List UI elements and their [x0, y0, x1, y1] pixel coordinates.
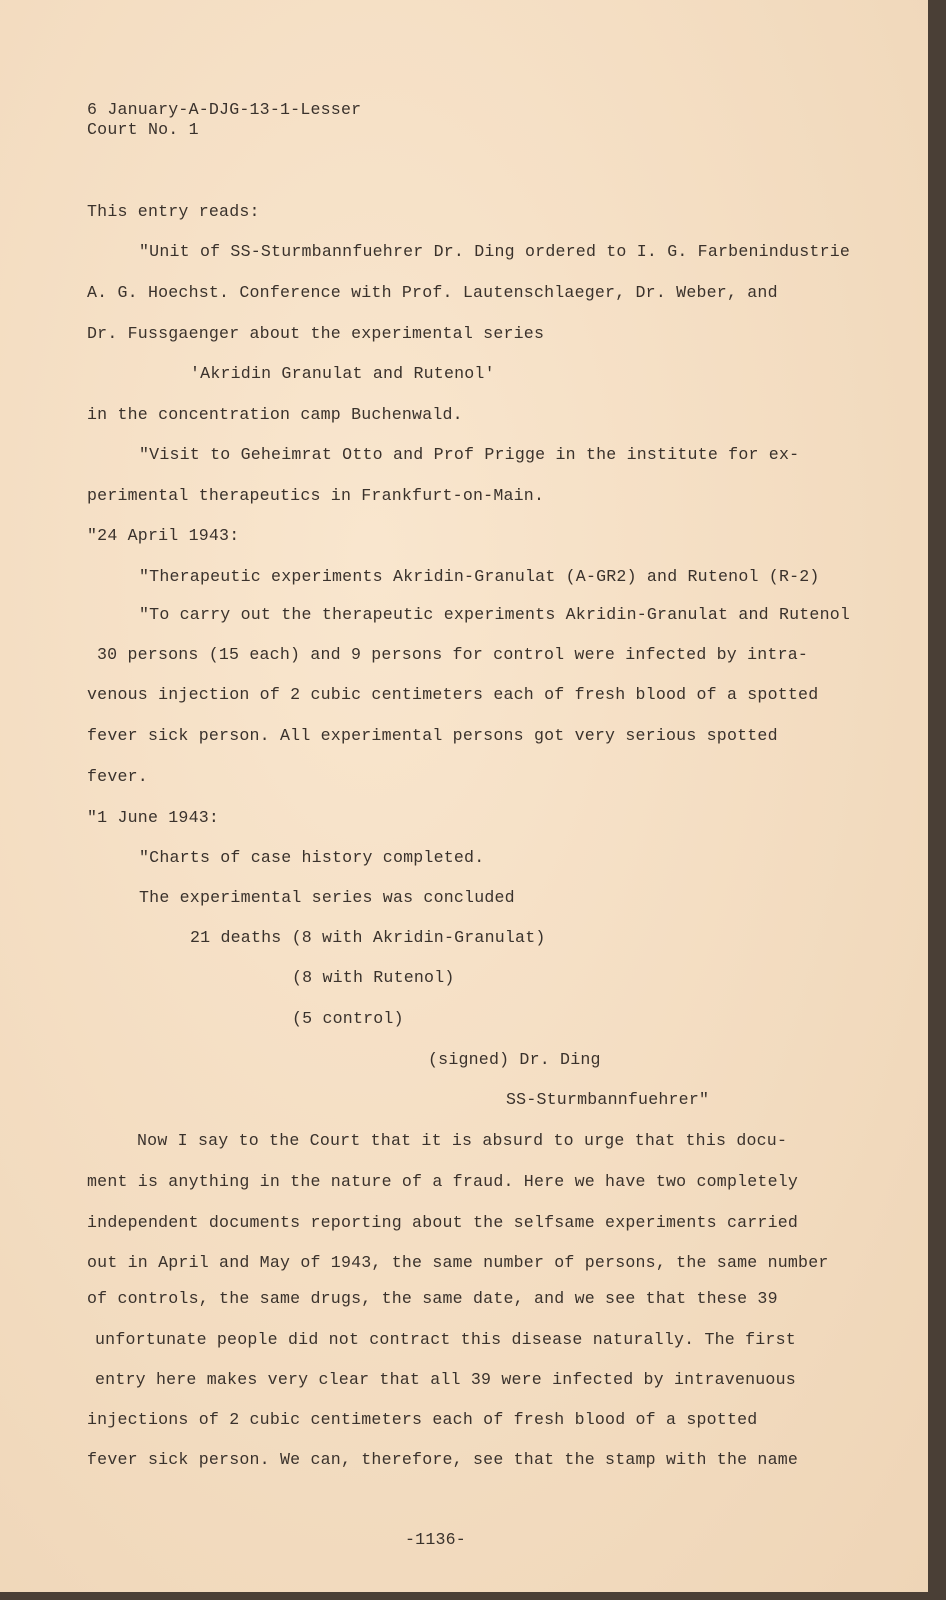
header-court: Court No. 1	[87, 120, 199, 139]
text-line: Dr. Fussgaenger about the experimental series	[87, 324, 545, 343]
text-line: 30 persons (15 each) and 9 persons for control were infected by intra-	[97, 645, 809, 664]
text-line: "Charts of case history completed.	[139, 848, 485, 867]
text-line: fever.	[87, 767, 148, 786]
text-line: "Visit to Geheimrat Otto and Prof Prigge in the institute for ex-	[139, 445, 800, 464]
header-reference: 6 January-A-DJG-13-1-Lesser	[87, 100, 362, 119]
text-line: perimental therapeutics in Frankfurt-on-Main.	[87, 486, 545, 505]
text-line: fever sick person. All experimental persons got very serious spotted	[87, 726, 778, 745]
text-line: "To carry out the therapeutic experiments Akridin-Granulat and Rutenol	[139, 605, 851, 624]
text-line: The experimental series was concluded	[139, 888, 515, 907]
signature-rank: SS-Sturmbannfuehrer"	[506, 1090, 710, 1109]
text-line: A. G. Hoechst. Conference with Prof. Lautenschlaeger, Dr. Weber, and	[87, 283, 778, 302]
paragraph-line: Now I say to the Court that it is absurd to urge that this docu-	[137, 1131, 788, 1150]
date-heading-april: "24 April 1943:	[87, 526, 240, 545]
paragraph-line: unfortunate people did not contract this disease naturally. The first	[95, 1330, 796, 1349]
paragraph-line: fever sick person. We can, therefore, see that the stamp with the name	[87, 1450, 799, 1469]
page-number: -1136-	[405, 1530, 466, 1549]
text-line: venous injection of 2 cubic centimeters each of fresh blood of a spotted	[87, 685, 819, 704]
deaths-rutenol: (8 with Rutenol)	[292, 968, 455, 987]
deaths-line: 21 deaths (8 with Akridin-Granulat)	[190, 928, 546, 947]
series-title: 'Akridin Granulat and Rutenol'	[190, 364, 495, 383]
paragraph-line: out in April and May of 1943, the same number of persons, the same number	[87, 1253, 829, 1272]
date-heading-june: "1 June 1943:	[87, 808, 220, 827]
text-line: "Unit of SS-Sturmbannfuehrer Dr. Ding ordered to I. G. Farbenindustrie	[139, 242, 851, 261]
intro-line: This entry reads:	[87, 202, 260, 221]
paragraph-line: independent documents reporting about the selfsame experiments carried	[87, 1213, 799, 1232]
paragraph-line: ment is anything in the nature of a fraud. Here we have two completely	[87, 1172, 799, 1191]
paragraph-line: entry here makes very clear that all 39 were infected by intravenuous	[95, 1370, 796, 1389]
deaths-control: (5 control)	[292, 1009, 404, 1028]
paragraph-line: of controls, the same drugs, the same date, and we see that these 39	[87, 1289, 778, 1308]
text-line: in the concentration camp Buchenwald.	[87, 405, 463, 424]
signature-line: (signed) Dr. Ding	[428, 1050, 601, 1069]
paragraph-line: injections of 2 cubic centimeters each of fresh blood of a spotted	[87, 1410, 758, 1429]
text-line: "Therapeutic experiments Akridin-Granulat (A-GR2) and Rutenol (R-2)	[139, 567, 820, 586]
